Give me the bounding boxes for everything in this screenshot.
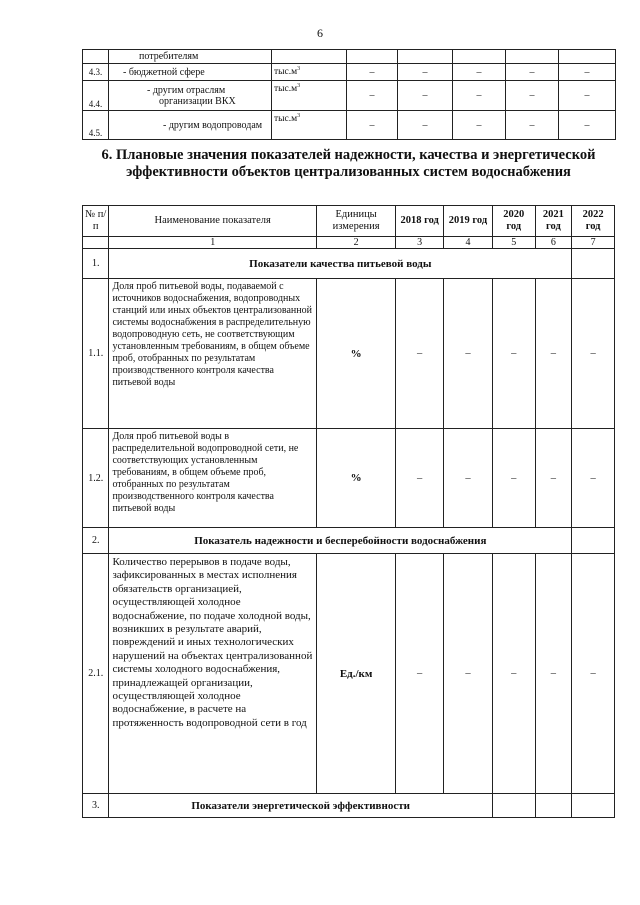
value-cell: –: [396, 429, 444, 528]
value-cell: –: [398, 81, 453, 111]
row-unit: %: [316, 279, 395, 429]
value-cell: –: [396, 279, 444, 429]
value-cell: –: [347, 64, 398, 81]
row-name: потребителям: [109, 50, 272, 64]
col-header-unit: Единицы измерения: [316, 206, 395, 237]
col-header-year: 2019 год: [444, 206, 493, 237]
indicators-table: [82, 205, 615, 818]
table-row: [83, 554, 615, 794]
row-number: 1.2.: [83, 429, 109, 528]
value-cell: –: [506, 81, 559, 111]
section-row: [83, 249, 615, 279]
col-header-year: 2018 год: [396, 206, 444, 237]
col-header-year: 2022 год: [572, 206, 615, 237]
column-number-row: 1 2 3 4 5 6 7: [83, 237, 615, 249]
value-cell: –: [572, 279, 615, 429]
col-header-year: 2021 год: [535, 206, 572, 237]
row-unit: Ед./км: [316, 554, 395, 794]
row-name: - бюджетной сфере: [109, 64, 272, 81]
value-cell: –: [492, 279, 535, 429]
value-cell: –: [398, 111, 453, 140]
table-row: [83, 81, 616, 111]
value-cell: –: [506, 64, 559, 81]
table-row: [83, 279, 615, 429]
row-name: - другим отраслям организации ВКХ: [109, 81, 272, 111]
table-row: [83, 429, 615, 528]
row-unit: $тыс.м^3$: [272, 81, 347, 111]
value-cell: –: [347, 111, 398, 140]
row-name: Доля проб питьевой воды, подаваемой с источников водоснабжения, водопроводных станций или иных объектов централизованной системы водоснабжения в распределительную водопроводную сеть, не соответствующим установленным требованиям, в общем объеме проб, отобранных по результатам производственного контроля качества питьевой воды: [109, 279, 317, 429]
value-cell: –: [535, 554, 572, 794]
value-cell: –: [453, 64, 506, 81]
col-header-year: 2020 год: [492, 206, 535, 237]
page-number: 6: [317, 26, 323, 40]
value-cell: –: [396, 554, 444, 794]
row-number: 4.5.: [83, 111, 109, 140]
value-cell: –: [453, 81, 506, 111]
value-cell: –: [572, 429, 615, 528]
row-name: Количество перерывов в подаче воды, зафиксированных в местах исполнения обязательств организацией, осуществляющей холодное водоснабжение, по подаче холодной воды, возникших в результате аварий, повреждений и иных технологических нарушений на объектах централизованной системы холодного водоснабжения, принадлежащей организации, осуществляющей холодное водоснабжение, в расчете на протяженность водопроводной сети в год: [109, 554, 317, 794]
top-table: [82, 49, 616, 140]
row-unit: $тыс.м^3$: [272, 64, 347, 81]
col-header-no: № п/п: [83, 206, 109, 237]
table-row: [83, 64, 616, 81]
value-cell: –: [492, 429, 535, 528]
value-cell: –: [453, 111, 506, 140]
section-title: 6. Плановые значения показателей надежности, качества и энергетической эффективности объектов централизованных систем водоснабжения: [101, 147, 596, 180]
row-unit: $тыс.м^3$: [272, 111, 347, 140]
row-name: - другим водопроводам: [109, 111, 272, 140]
row-unit: %: [316, 429, 395, 528]
value-cell: –: [347, 81, 398, 111]
value-cell: –: [572, 554, 615, 794]
value-cell: –: [398, 64, 453, 81]
section-heading: Показатель надежности и бесперебойности водоснабжения: [109, 528, 572, 554]
row-name: Доля проб питьевой воды в распределительной водопроводной сети, не соответствующих установленным требованиям, в общем объеме проб, отобранных по результатам производственного контроля качества питьевой воды: [109, 429, 317, 528]
section-heading: Показатели качества питьевой воды: [109, 249, 572, 279]
value-cell: –: [444, 429, 493, 528]
value-cell: –: [559, 111, 616, 140]
value-cell: –: [535, 429, 572, 528]
row-number: 4.3.: [83, 64, 109, 81]
header-row: [83, 206, 615, 237]
table-row: [83, 50, 616, 64]
section-number: 3.: [83, 794, 109, 818]
col-header-name: Наименование показателя: [109, 206, 317, 237]
row-number: 2.1.: [83, 554, 109, 794]
value-cell: –: [444, 554, 493, 794]
section-row: [83, 794, 615, 818]
value-cell: –: [535, 279, 572, 429]
section-heading: Показатели энергетической эффективности: [109, 794, 492, 818]
row-number: 1.1.: [83, 279, 109, 429]
section-number: 1.: [83, 249, 109, 279]
section-row: [83, 528, 615, 554]
table-row: [83, 111, 616, 140]
value-cell: –: [559, 64, 616, 81]
value-cell: –: [559, 81, 616, 111]
value-cell: –: [506, 111, 559, 140]
value-cell: –: [492, 554, 535, 794]
row-number: 4.4.: [83, 81, 109, 111]
value-cell: –: [444, 279, 493, 429]
section-number: 2.: [83, 528, 109, 554]
